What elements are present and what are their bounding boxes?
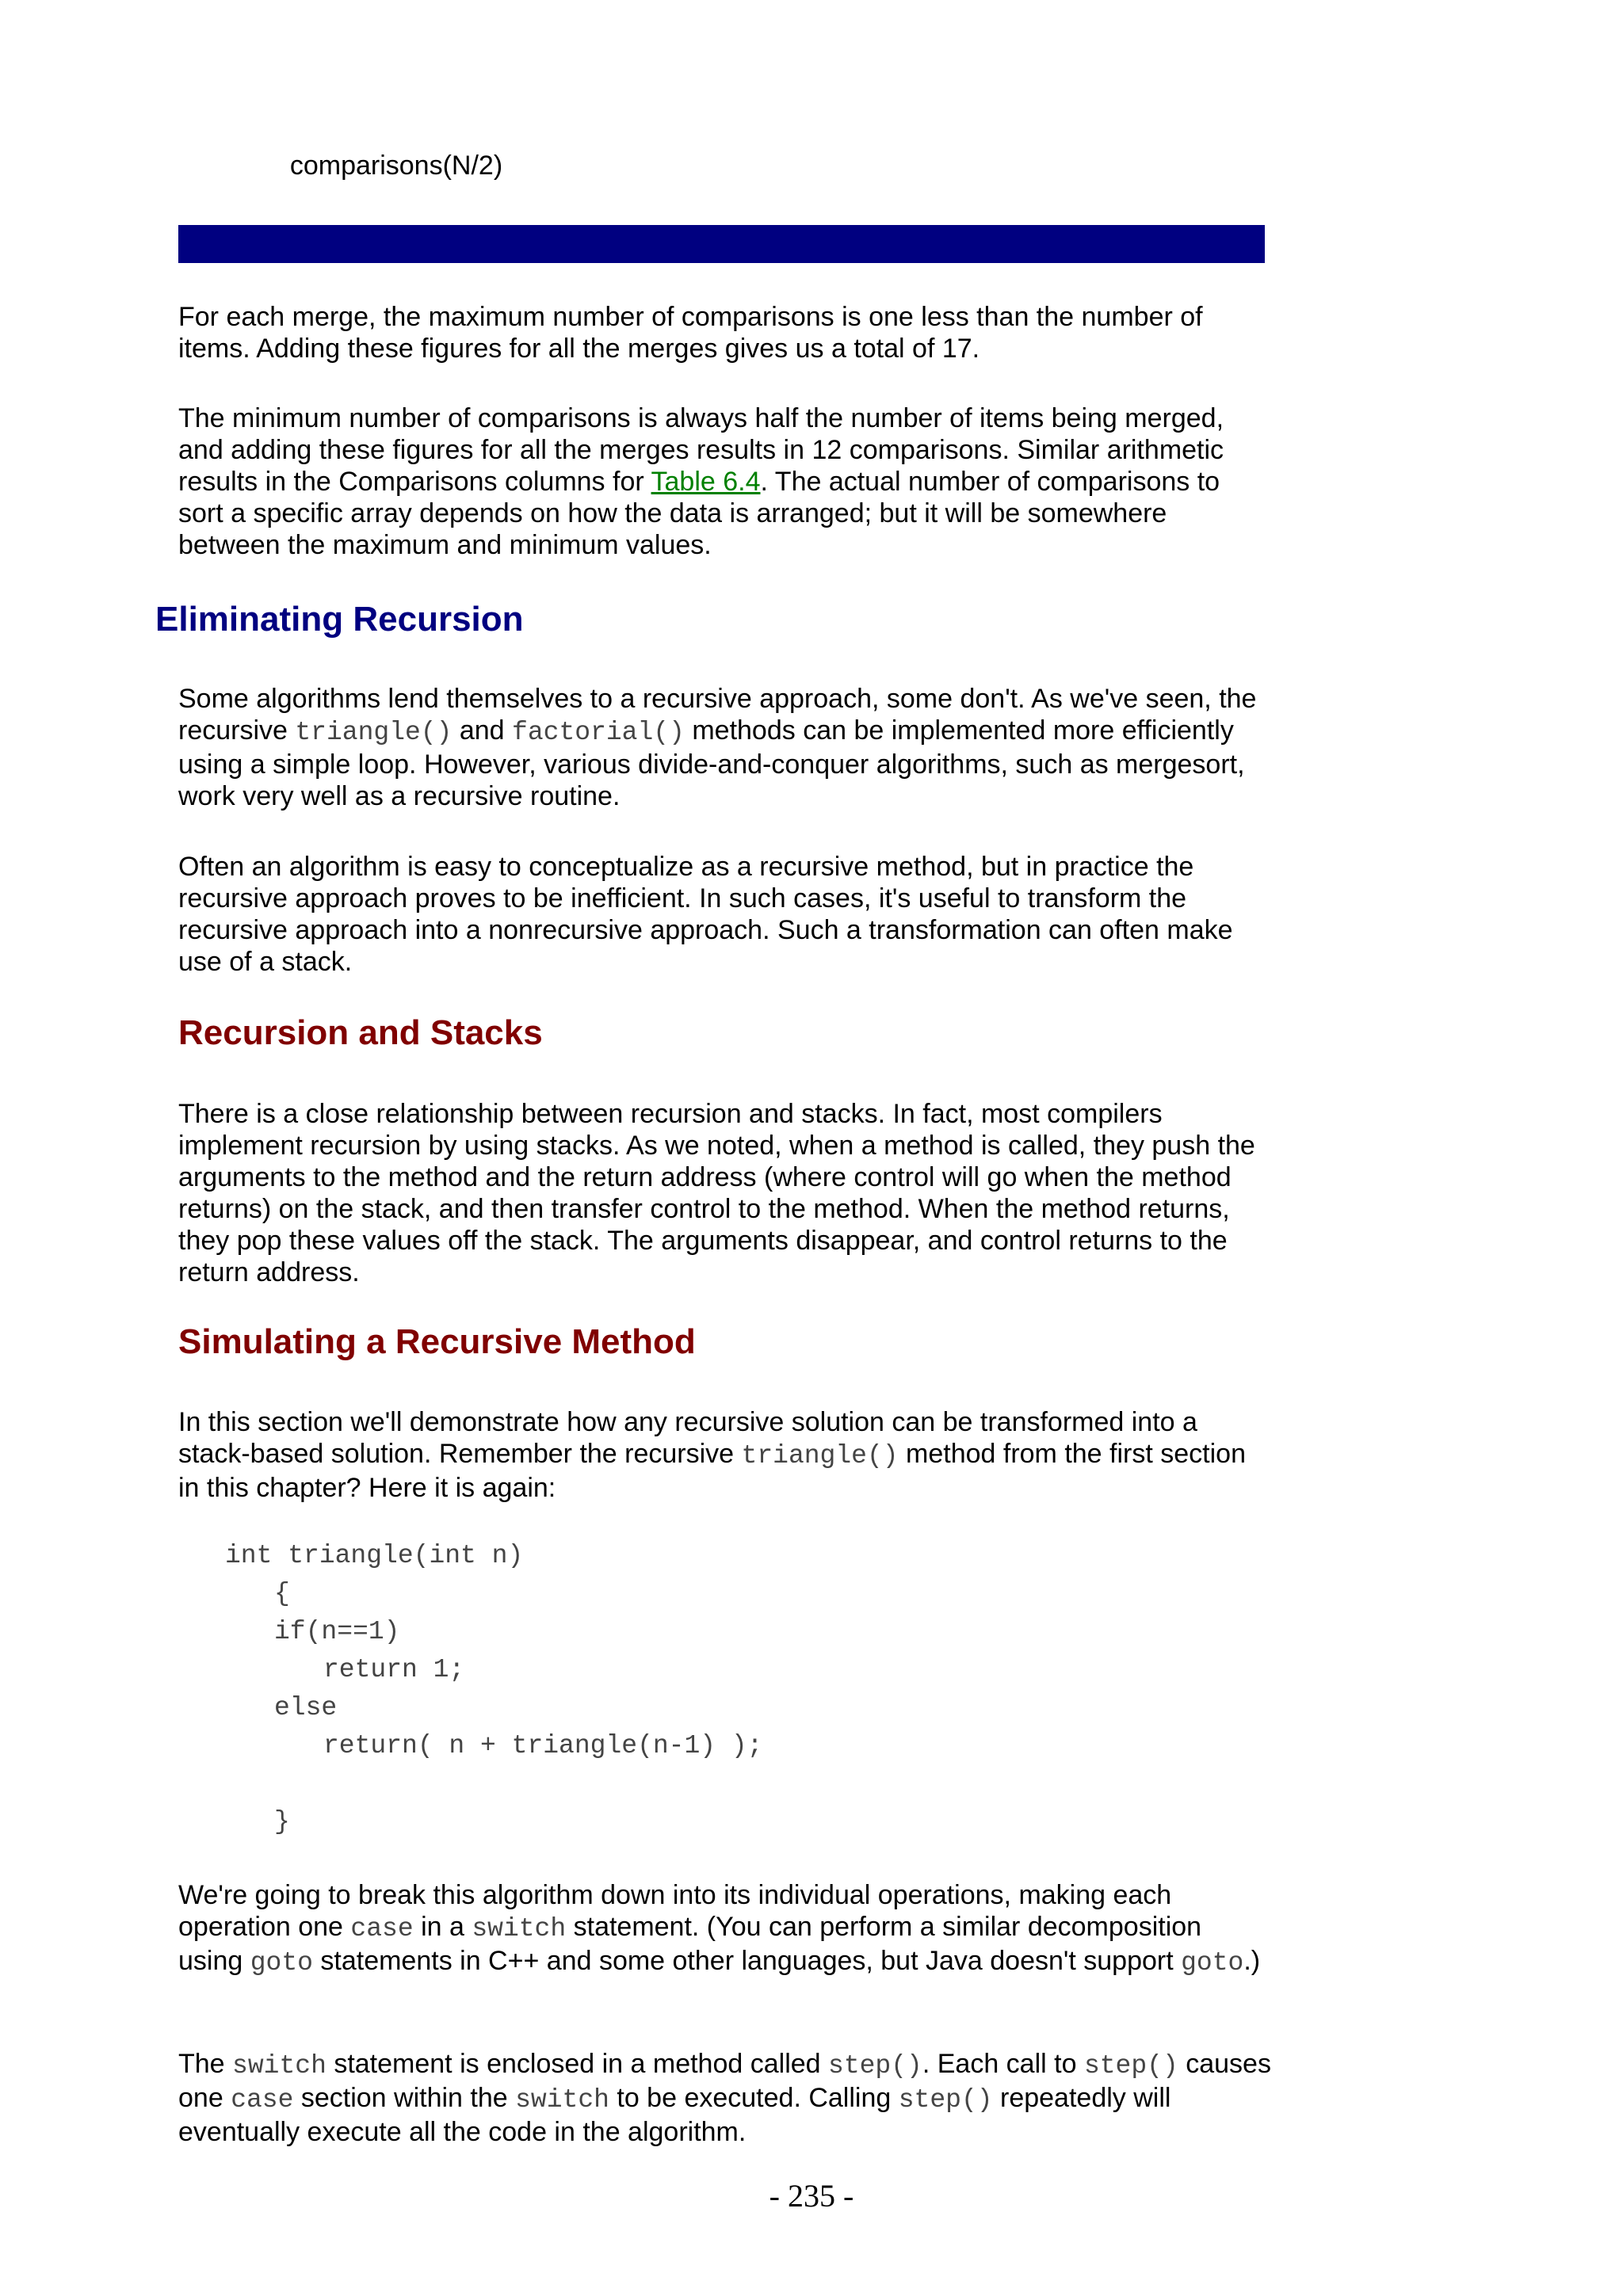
text-span: In this section we'll demonstrate how any recursive solution can be transformed into a stack-based solution. Remember the recursive [178,1407,1197,1469]
top-fragment: comparisons(N/2) [289,151,503,181]
code-switch: switch [232,2051,327,2081]
code-case: case [350,1914,414,1943]
blue-separator-bar [178,225,1265,263]
heading-recursion-and-stacks: Recursion and Stacks [178,1013,543,1052]
paragraph-text: There is a close relationship between recursion and stacks. In fact, most compilers implement recursion by using stacks. As we noted, when a method is called, they push the arguments to the method and the return address (where control will go when the method returns) on the stack, and then transfer control to the method. When the method returns, they pop these values off the stack. The arguments disappear, and control returns to the return address. [178,1099,1255,1287]
text-span: The [178,2049,233,2079]
paragraph-text: Often an algorithm is easy to conceptualize as a recursive method, but in practice the recursive approach proves to be inefficient. In such cases, it's useful to transform the recursive approach into a nonrecursive approach. Such a transformation can often make use of a stack. [178,852,1233,977]
paragraph-break-algorithm [178,1879,1272,1979]
code-goto: goto [250,1948,313,1978]
text-span: method from the first section in this chapter? Here it is again: [178,1439,1246,1503]
text-span: statements in C++ and some other languages, but Java doesn't support [312,1946,1182,1976]
text-span: . The actual number of comparisons to sort a specific array depends on how the data is arranged; but it will be somewhere between the maximum and minimum values. [178,467,1220,560]
code-triangle: triangle() [295,718,453,747]
text-span: statement. (You can perform a similar decomposition using [178,1912,1202,1976]
text-span: to be executed. Calling [609,2083,899,2113]
code-step: step() [828,2051,922,2081]
paragraph-max-comparisons [178,301,1272,364]
code-line: return 1; [323,1655,465,1684]
text-span: methods can be implemented more efficiently using a simple loop. However, various divide-and-conquer algorithms, such as mergesort, work very well as a recursive routine. [178,715,1245,811]
code-step: step() [898,2085,993,2115]
text-span: .) [1243,1946,1261,1976]
code-switch: switch [472,1914,567,1943]
table-6-4-link[interactable]: Table 6.4 [651,467,761,497]
text-span: causes one [178,2049,1271,2113]
heading-eliminating-recursion: Eliminating Recursion [155,600,524,639]
text-span: We're going to break this algorithm down into its individual operations, making each operation one [178,1880,1172,1942]
paragraph-simulating [178,1406,1272,1504]
paragraph-recursion-stacks [178,1098,1272,1288]
text-span: Some algorithms lend themselves to a recursive approach, some don't. As we've seen, the recursive [178,684,1257,746]
code-line: return( n + triangle(n-1) ); [323,1731,763,1760]
code-goto: goto [1181,1948,1244,1978]
text-span: in a [413,1912,472,1942]
code-switch: switch [515,2085,609,2115]
code-line: { [274,1579,290,1608]
code-line: int triangle(int n) [225,1541,524,1570]
page-number: - 235 - [769,2178,854,2214]
code-line: if(n==1) [274,1617,400,1646]
code-factorial: factorial() [512,718,685,747]
code-line: else [274,1693,338,1722]
paragraph-min-comparisons [178,402,1272,561]
paragraph-text: For each merge, the maximum number of comparisons is one less than the number of items. Adding these figures for all the merges gives us a total of 17. [178,302,1203,364]
code-line: } [274,1807,290,1836]
paragraph-switch-step [178,2048,1272,2148]
paragraph-recursive-approach [178,683,1272,812]
text-span: section within the [293,2083,516,2113]
text-span: repeatedly will eventually execute all the code in the algorithm. [178,2083,1171,2147]
text-span: and [452,715,513,746]
code-triangle: triangle() [741,1441,899,1470]
text-span: statement is enclosed in a method called [326,2049,829,2079]
code-case: case [231,2085,294,2115]
heading-simulating-recursive-method: Simulating a Recursive Method [178,1322,696,1361]
text-span: The minimum number of comparisons is always half the number of items being merged, and adding these figures for all the merges results in 12 comparisons. Similar arithmetic results in the Comparisons columns for [178,403,1224,497]
text-span: . Each call to [922,2049,1084,2079]
code-step: step() [1083,2051,1178,2081]
paragraph-nonrecursive [178,851,1272,978]
